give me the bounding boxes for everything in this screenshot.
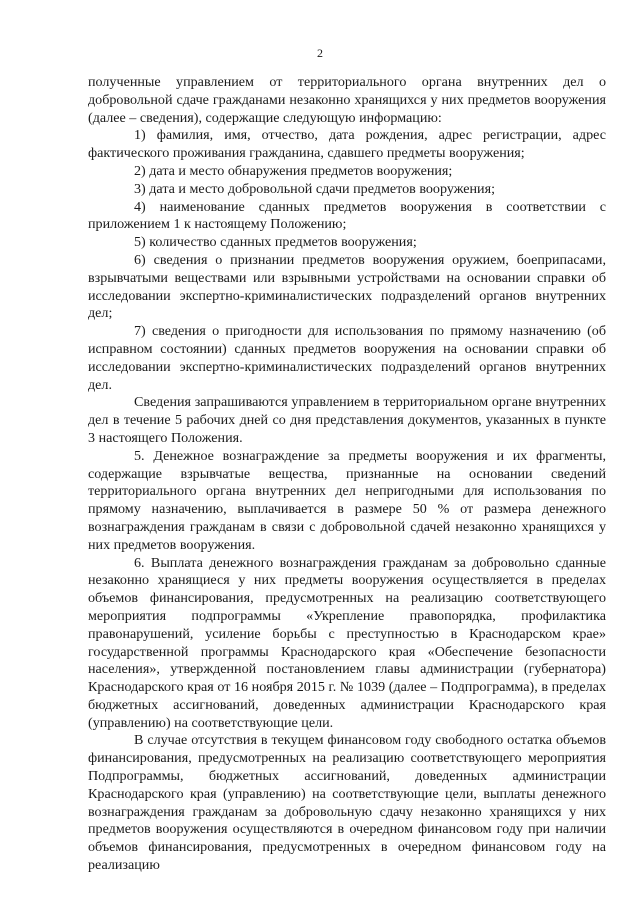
paragraph-intro: полученные управлением от территориального органа внутренних дел о добровольной сдаче гражданами незаконно хранящихся у них предметов вооружения (далее – сведения), содержащие следующую информацию:	[88, 74, 606, 126]
document-body	[88, 74, 606, 875]
paragraph-section-5: 5. Денежное вознаграждение за предметы вооружения и их фрагменты, содержащие взрывчатые вещества, признанные на основании сведений территориального органа внутренних дел непригодными для использования по прямому назначению, выплачивается в размере 50 % от размера денежного вознаграждения гражданам в связи с добровольной сдачей незаконно хранящихся у них предметов вооружения.	[88, 447, 606, 553]
paragraph-item-2: 2) дата и место обнаружения предметов вооружения;	[134, 162, 453, 179]
paragraph-item-5: 5) количество сданных предметов вооружения;	[134, 234, 417, 251]
paragraph-item-3: 3) дата и место добровольной сдачи предметов вооружения;	[134, 180, 495, 197]
paragraph-item-6: 6) сведения о признании предметов вооружения оружием, боеприпасами, взрывчатыми веществами или взрывными устройствами на основании справки об исследовании экспертно-криминалистических подразделений органов внутренних дел;	[88, 251, 606, 322]
paragraph-info-request: Сведения запрашиваются управлением в территориальном органе внутренних дел в течение 5 рабочих дней со дня представления документов, указанных в пункте 3 настоящего Положения.	[88, 394, 606, 446]
paragraph-item-1: 1) фамилия, имя, отчество, дата рождения, адрес регистрации, адрес фактического проживания гражданина, сдавшего предметы вооружения;	[88, 127, 606, 162]
paragraph-no-funds: В случае отсутствия в текущем финансовом году свободного остатка объемов финансирования, предусмотренных на реализацию соответствующего мероприятия Подпрограммы, бюджетных ассигнований, доведенных администрации Краснодарского края (управлению) на соответствующие цели, выплаты денежного вознаграждения гражданам за добровольную сдачу незаконно хранящихся у них предметов вооружения осуществляются в очередном финансовом году при наличии объемов финансирования, предусмотренных в очередном финансовом году на реализацию	[88, 732, 606, 874]
page-number: 2	[317, 46, 323, 60]
paragraph-item-4: 4) наименование сданных предметов вооружения в соответствии с приложением 1 к настоящему Положению;	[88, 198, 606, 233]
paragraph-section-6: 6. Выплата денежного вознаграждения гражданам за добровольно сданные незаконно хранящиеся у них предметы вооружения осуществляется в пределах объемов финансирования, предусмотренных на реализацию соответствующего мероприятия подпрограммы «Укрепление правопорядка, профилактика правонарушений, усиление борьбы с преступностью в Краснодарском крае» государственной программы Краснодарского края «Обеспечение безопасности населения», утвержденной постановлением главы администрации (губернатора) Краснодарского края от 16 ноября 2015 г. № 1039 (далее – Подпрограмма), в пределах бюджетных ассигнований, доведенных администрации Краснодарского края (управлению) на соответствующие цели.	[88, 554, 606, 731]
paragraph-item-7: 7) сведения о пригодности для использования по прямому назначению (об исправном состоянии) сданных предметов вооружения на основании справки об исследовании экспертно-криминалистических подразделений органов внутренних дел.	[88, 323, 606, 393]
